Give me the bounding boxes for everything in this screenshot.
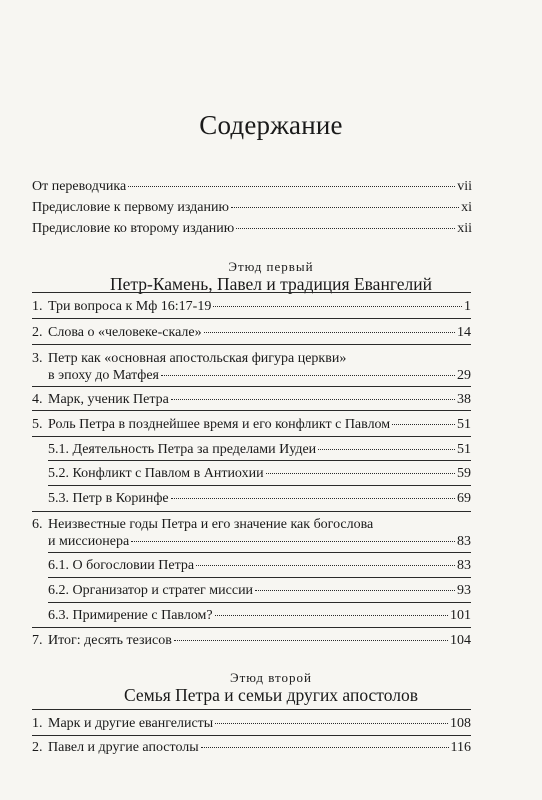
page-number: 38	[457, 392, 471, 407]
page-number: 51	[457, 417, 471, 432]
entry-number: 7.	[32, 633, 43, 648]
entry-label: 6.2. Организатор и стратег миссии	[48, 583, 254, 598]
etude-label: Этюд первый	[228, 259, 314, 274]
toc-entry	[32, 324, 471, 341]
entry-label: Три вопроса к Мф 16:17-19	[48, 299, 212, 314]
toc-subentry	[48, 465, 471, 482]
entry-label: 6.3. Примирение с Павлом?	[48, 608, 213, 623]
toc-entry	[32, 391, 471, 408]
dot-leader	[171, 498, 455, 499]
entry-number: 4.	[32, 392, 43, 407]
dot-leader	[255, 590, 455, 591]
toc-entry-first-line	[32, 350, 346, 367]
toc-subentry	[48, 607, 471, 624]
dot-leader	[392, 424, 455, 425]
toc-subentry	[48, 557, 471, 574]
dot-leader	[128, 186, 455, 187]
page-number: xii	[457, 221, 472, 236]
entry-label: Марк, ученик Петра	[48, 392, 169, 407]
separator	[48, 577, 471, 578]
separator	[32, 709, 471, 710]
dot-leader	[196, 565, 455, 566]
toc-entry	[32, 632, 471, 649]
page-number: 104	[450, 633, 471, 648]
page-number: 108	[450, 716, 471, 731]
etude-title: Петр-Камень, Павел и традиция Евангелий	[109, 274, 432, 294]
dot-leader	[204, 332, 455, 333]
entry-label: Марк и другие евангелисты	[48, 716, 214, 731]
entry-label: Итог: десять тезисов	[48, 633, 172, 648]
entry-label: Предисловие к первому изданию	[32, 200, 229, 215]
dot-leader	[161, 375, 455, 376]
dot-leader	[213, 306, 462, 307]
toc-entry-first-preface	[32, 199, 472, 216]
page-number: 101	[450, 608, 471, 623]
dot-leader	[231, 207, 459, 208]
entry-label: 6.1. О богословии Петра	[48, 558, 195, 573]
dot-leader	[318, 449, 455, 450]
page-title: Содержание	[199, 110, 343, 140]
entry-number: 3.	[32, 351, 43, 366]
dot-leader	[201, 747, 449, 748]
separator	[32, 292, 471, 293]
toc-entry	[48, 367, 471, 384]
separator	[32, 511, 471, 512]
dot-leader	[215, 615, 448, 616]
page-number: 59	[457, 466, 471, 481]
dot-leader	[174, 640, 448, 641]
entry-label: Роль Петра в позднейшее время и его конфликт с Павлом	[48, 417, 391, 432]
toc-subentry	[48, 441, 471, 458]
separator	[48, 602, 471, 603]
separator	[48, 552, 471, 553]
separator	[32, 344, 471, 345]
separator	[32, 436, 471, 437]
dot-leader	[236, 228, 455, 229]
dot-leader	[215, 723, 448, 724]
toc-entry	[32, 715, 471, 732]
toc-entry-first-line	[32, 516, 373, 533]
entry-label: Павел и другие апостолы	[48, 740, 199, 755]
entry-label: и миссионера	[48, 534, 130, 549]
entry-number: 1.	[32, 716, 43, 731]
page-number: 93	[457, 583, 471, 598]
page-number: 14	[457, 325, 471, 340]
toc-entry	[32, 416, 471, 433]
toc-entry-second-preface	[32, 220, 472, 237]
entry-number: 1.	[32, 299, 43, 314]
page-number: xi	[461, 200, 472, 215]
entry-label: 5.1. Деятельность Петра за пределами Иудеи	[48, 442, 317, 457]
dot-leader	[131, 541, 455, 542]
entry-number: 5.	[32, 417, 43, 432]
page-number: vii	[457, 179, 472, 194]
toc-subentry	[48, 490, 471, 507]
entry-label: Слова о «человеке-скале»	[48, 325, 202, 340]
separator	[48, 485, 471, 486]
page-number: 69	[457, 491, 471, 506]
toc-entry	[32, 739, 471, 756]
separator	[32, 386, 471, 387]
page-number: 83	[457, 558, 471, 573]
page-number: 51	[457, 442, 471, 457]
toc-entry	[32, 298, 471, 315]
entry-label-line1: Петр как «основная апостольская фигура церкви»	[48, 351, 347, 366]
toc-subentry	[48, 582, 471, 599]
page-number: 29	[457, 368, 471, 383]
separator	[48, 460, 471, 461]
page-number: 83	[457, 534, 471, 549]
separator	[32, 735, 471, 736]
entry-label: Предисловие ко второму изданию	[32, 221, 235, 236]
entry-number: 2.	[32, 325, 43, 340]
page-number: 116	[450, 740, 471, 755]
separator	[32, 318, 471, 319]
entry-label-line1: Неизвестные годы Петра и его значение как богослова	[48, 517, 374, 532]
entry-label: в эпоху до Матфея	[48, 368, 159, 383]
etude-title: Семья Петра и семьи других апостолов	[124, 685, 418, 705]
toc-entry-translator	[32, 178, 472, 195]
dot-leader	[171, 399, 455, 400]
entry-label: 5.3. Петр в Коринфе	[48, 491, 169, 506]
etude-label: Этюд второй	[230, 670, 312, 685]
page-number: 1	[464, 299, 471, 314]
entry-number: 6.	[32, 517, 43, 532]
separator	[32, 627, 471, 628]
entry-number: 2.	[32, 740, 43, 755]
separator	[32, 410, 471, 411]
entry-label: 5.2. Конфликт с Павлом в Антиохии	[48, 466, 264, 481]
dot-leader	[266, 473, 455, 474]
entry-label: От переводчика	[32, 179, 127, 194]
toc-entry	[48, 533, 471, 550]
